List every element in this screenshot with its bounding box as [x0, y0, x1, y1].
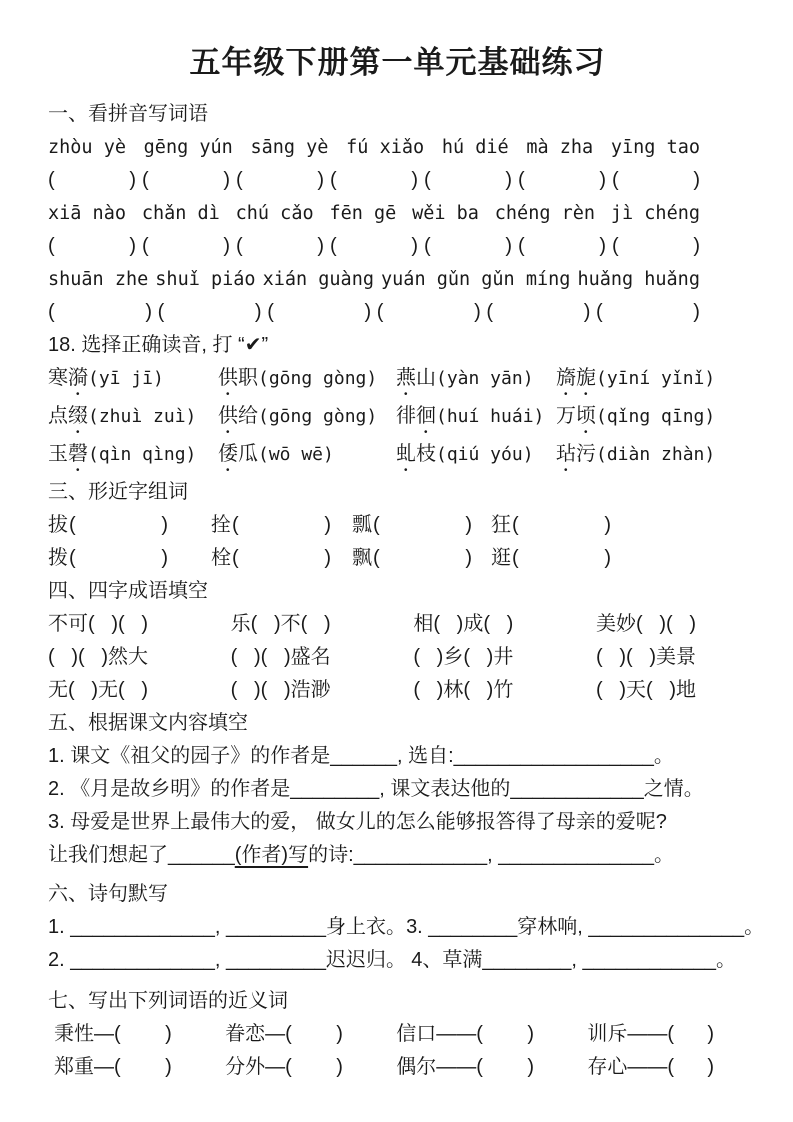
answer-blank [612, 230, 700, 263]
fill-line-3a: 3. 母爱是世界上最伟大的爱， 做女儿的怎么能够报答得了母亲的爱呢? [48, 811, 667, 833]
character: 瓢 [352, 514, 372, 536]
idiom-row [48, 674, 696, 707]
section-idioms [48, 575, 747, 707]
pinyin-syllable: shuān zhe [48, 269, 149, 290]
answer-blank [612, 164, 700, 197]
poem-right: 4、草满________, ____________。 [411, 949, 736, 971]
word-part: 徘 [396, 405, 416, 427]
reading-row [48, 362, 747, 400]
pinyin-syllable: jì chéng [610, 203, 700, 224]
close-paren: ) [465, 514, 472, 536]
synonym-cell: 信口——( ) [396, 1023, 534, 1045]
idiom-cell: ( )( )浩渺 [230, 679, 331, 701]
close-paren: ) [583, 301, 591, 323]
character: 栓 [211, 547, 231, 569]
answer-blank [486, 296, 590, 329]
reading-choice-entry [556, 362, 747, 400]
close-paren: ) [324, 514, 331, 536]
open-paren: ( [142, 169, 149, 191]
idiom-cell: ( )林( )竹 [413, 679, 514, 701]
idiom-row [48, 608, 696, 641]
similar-char-cell [211, 542, 352, 575]
close-paren: ) [161, 547, 168, 569]
pinyin-options: (yīní yǐnǐ) [596, 368, 716, 389]
idiom-cell: ( )( )然大 [48, 646, 148, 668]
section-synonyms-heading: 七、写出下列词语的近义词 [48, 990, 288, 1012]
reading-choice-entry [218, 362, 396, 400]
similar-char-cell [48, 542, 211, 575]
open-paren: ( [69, 514, 76, 536]
open-paren: ( [330, 169, 337, 191]
idiom-row [48, 641, 696, 674]
idiom-cell: ( )( )美景 [596, 646, 696, 668]
word-part: 枝 [416, 443, 436, 465]
idiom-cell: ( )乡( )井 [413, 646, 514, 668]
open-paren: ( [48, 169, 55, 191]
close-paren: ) [223, 169, 230, 191]
pinyin-syllable: huǎng huǎng [577, 269, 700, 290]
close-paren: ) [254, 301, 262, 323]
pinyin-options: (gōng gòng) [258, 368, 378, 389]
word-dotted-char: 磬 [68, 443, 88, 465]
reading-choice-entry [48, 400, 218, 438]
close-paren: ) [317, 169, 324, 191]
answer-blank [48, 230, 136, 263]
synonym-row [48, 1018, 714, 1051]
word-dotted-char: 燕 [396, 367, 416, 389]
answer-blank [236, 230, 324, 263]
pinyin-options: (diàn zhàn) [596, 444, 716, 465]
text-part: , [487, 844, 499, 866]
pinyin-syllable: chǎn dì [141, 203, 220, 224]
open-paren: ( [48, 301, 55, 323]
close-paren: ) [223, 235, 230, 257]
pinyin-syllable: chú cǎo [235, 203, 314, 224]
pinyin-row [48, 263, 700, 296]
synonym-cell: 秉性—( ) [54, 1023, 172, 1045]
answer-blank [373, 542, 472, 575]
open-paren: ( [267, 301, 274, 323]
section-synonyms [48, 985, 747, 1084]
similar-char-cell [352, 542, 491, 575]
open-paren: ( [612, 169, 619, 191]
pinyin-syllable: wěi ba [412, 203, 479, 224]
similar-char-cell [491, 509, 747, 542]
answer-blank [424, 164, 512, 197]
fill-line-3b [48, 839, 747, 872]
word-dotted-char: 玷 [556, 443, 576, 465]
synonym-cell: 郑重—( ) [54, 1056, 172, 1078]
synonym-cell: 训斥——( ) [587, 1023, 714, 1045]
word-part: 给 [238, 405, 258, 427]
answer-blank [236, 164, 324, 197]
pinyin-syllable: gēng yún [143, 137, 233, 158]
close-paren: ) [129, 169, 136, 191]
answer-blank [512, 509, 611, 542]
open-paren: ( [486, 301, 494, 323]
answer-blank [424, 230, 512, 263]
close-paren: ) [145, 301, 152, 323]
answer-blank [330, 164, 418, 197]
close-paren: ) [693, 169, 700, 191]
close-paren: ) [693, 301, 700, 323]
open-paren: ( [518, 235, 525, 257]
word-dotted-char: 顷 [576, 405, 596, 427]
character: 狂 [491, 514, 511, 536]
open-paren: ( [232, 547, 239, 569]
answer-blank [373, 509, 472, 542]
word-part: 污 [576, 443, 596, 465]
open-paren: ( [373, 514, 380, 536]
text-part: 让我们想起了 [48, 844, 168, 866]
close-paren: ) [693, 235, 700, 257]
open-paren: ( [512, 514, 519, 536]
open-paren: ( [595, 301, 603, 323]
open-paren: ( [424, 235, 431, 257]
similar-char-row [48, 509, 747, 542]
section-pinyin-heading: 一、看拼音写词语 [48, 103, 208, 125]
pinyin-row [48, 197, 700, 230]
pinyin-syllable: mà zha [526, 137, 594, 158]
open-paren: ( [142, 235, 149, 257]
reading-choice-entry [48, 362, 218, 400]
word-dotted-char: 徊 [416, 405, 436, 427]
answer-blank [48, 164, 136, 197]
pinyin-options: (huí huái) [436, 406, 545, 427]
section-similar-heading: 三、形近字组词 [48, 481, 188, 503]
page-title: 五年级下册第一单元基础练习 [189, 45, 606, 80]
close-paren: ) [364, 301, 372, 323]
synonym-cell: 偶尔——( ) [396, 1056, 534, 1078]
answer-blank-line: ______ [168, 844, 235, 866]
section-reading-heading: 18. 选择正确读音, 打 “✔” [48, 334, 269, 356]
idiom-cell: ( )天( )地 [596, 679, 696, 701]
answer-blank-row [48, 296, 700, 329]
text-part: 。 [653, 844, 674, 866]
open-paren: ( [612, 235, 619, 257]
section-pinyin [48, 98, 747, 329]
reading-choice-entry [218, 438, 396, 476]
pinyin-syllable: xiā nào [48, 203, 126, 224]
word-part: 瓜 [238, 443, 258, 465]
pinyin-options: (yàn yān) [436, 368, 534, 389]
pinyin-syllable: yīng tao [610, 137, 700, 158]
reading-choice-entry [556, 438, 747, 476]
open-paren: ( [69, 547, 76, 569]
answer-blank-row [48, 230, 700, 263]
close-paren: ) [474, 301, 481, 323]
character: 逛 [491, 547, 511, 569]
answer-blank-row [48, 164, 700, 197]
answer-blank [232, 542, 331, 575]
close-paren: ) [599, 169, 606, 191]
word-part: 万 [556, 405, 576, 427]
word-part: 山 [416, 367, 436, 389]
poem-line [48, 911, 765, 944]
poem-lines [48, 911, 765, 977]
similar-char-cell [211, 509, 352, 542]
close-paren: ) [599, 235, 606, 257]
close-paren: ) [129, 235, 136, 257]
idiom-cell: 美妙( )( ) [596, 613, 696, 635]
reading-row [48, 400, 747, 438]
synonym-row [48, 1051, 714, 1084]
word-dotted-char: 供 [218, 367, 238, 389]
close-paren: ) [161, 514, 168, 536]
answer-blank [596, 296, 700, 329]
reading-choice-entry [218, 400, 396, 438]
word-part: 玉 [48, 443, 68, 465]
answer-blank [512, 542, 611, 575]
similar-char-row [48, 542, 747, 575]
open-paren: ( [236, 169, 243, 191]
open-paren: ( [518, 169, 525, 191]
section-poems-heading: 六、诗句默写 [48, 883, 168, 905]
word-part: 职 [238, 367, 258, 389]
answer-blank [69, 542, 168, 575]
close-paren: ) [317, 235, 324, 257]
synonym-cell: 存心——( ) [587, 1056, 714, 1078]
answer-blank [232, 509, 331, 542]
word-part: 寒 [48, 367, 68, 389]
answer-blank [518, 230, 606, 263]
word-dotted-char: 倭 [218, 443, 238, 465]
pinyin-options: (wō wē) [258, 444, 334, 465]
pinyin-syllable: zhòu yè [48, 137, 126, 158]
pinyin-options: (qǐng qīng) [596, 406, 716, 427]
section-idioms-heading: 四、四字成语填空 [48, 580, 208, 602]
section-poems [48, 878, 765, 977]
pinyin-options: (gōng gòng) [258, 406, 378, 427]
section-similar-chars [48, 476, 747, 575]
close-paren: ) [465, 547, 472, 569]
answer-blank [330, 230, 418, 263]
answer-blank [142, 230, 230, 263]
open-paren: ( [48, 235, 55, 257]
character: 飘 [352, 547, 372, 569]
answer-blank [69, 509, 168, 542]
open-paren: ( [157, 301, 165, 323]
open-paren: ( [376, 301, 384, 323]
reading-choice-entry [48, 438, 218, 476]
pinyin-options: (qìn qìng) [88, 444, 197, 465]
text-part: 的诗: [308, 844, 354, 866]
close-paren: ) [411, 169, 418, 191]
pinyin-syllable: yuán gǔn gǔn míng [381, 269, 571, 290]
answer-blank-line: ______________ [498, 844, 654, 866]
answer-blank [377, 296, 481, 329]
author-hint: (作者)写 [234, 844, 309, 866]
similar-char-cell [48, 509, 211, 542]
synonym-cell: 眷恋—( ) [225, 1023, 343, 1045]
section-text-fill [48, 707, 747, 872]
reading-row [48, 438, 747, 476]
pinyin-syllable: shuǐ piáo [155, 269, 256, 290]
synonym-cell: 分外—( ) [225, 1056, 343, 1078]
open-paren: ( [232, 514, 239, 536]
close-paren: ) [505, 169, 512, 191]
open-paren: ( [424, 169, 431, 191]
section-text-fill-heading: 五、根据课文内容填空 [48, 712, 248, 734]
answer-blank [158, 296, 262, 329]
pinyin-syllable: fēn gē [329, 203, 397, 224]
pinyin-syllable: sāng yè [250, 137, 329, 158]
pinyin-syllable: fú xiǎo [346, 137, 425, 158]
open-paren: ( [512, 547, 519, 569]
word-dotted-char: 旖旎 [556, 367, 596, 389]
reading-choice-entry [396, 400, 556, 438]
word-dotted-char: 漪 [68, 367, 88, 389]
idiom-cell: 无( )无( ) [48, 679, 148, 701]
idiom-cell: ( )( )盛名 [230, 646, 331, 668]
idiom-cell: 不可( )( ) [48, 613, 148, 635]
close-paren: ) [604, 514, 611, 536]
similar-char-cell [352, 509, 491, 542]
close-paren: ) [411, 235, 418, 257]
poem-left: 2. _____________, _________迟迟归。 [48, 949, 407, 971]
pinyin-syllable: chéng rèn [494, 203, 596, 224]
pinyin-options: (yī jī) [88, 368, 164, 389]
answer-blank [142, 164, 230, 197]
word-dotted-char: 缀 [68, 405, 88, 427]
poem-left: 1. _____________, _________身上衣。 [48, 916, 407, 938]
idiom-cell: 乐( )不( ) [230, 613, 331, 635]
close-paren: ) [604, 547, 611, 569]
similar-char-cell [491, 542, 747, 575]
pinyin-options: (zhuì zuì) [88, 406, 197, 427]
section-reading-choice [48, 329, 747, 476]
fill-line-2: 2. 《月是故乡明》的作者是________, 课文表达他的____________之情。 [48, 778, 704, 800]
poem-line [48, 944, 736, 977]
answer-blank [267, 296, 371, 329]
reading-choice-entry [556, 400, 747, 438]
word-dotted-char: 供 [218, 405, 238, 427]
pinyin-syllable: xián guàng [262, 269, 374, 290]
answer-blank [48, 296, 152, 329]
fill-line-1: 1. 课文《祖父的园子》的作者是______, 选自:__________________。 [48, 745, 674, 767]
poem-right: 3. ________穿林响, ______________。 [406, 916, 765, 938]
close-paren: ) [324, 547, 331, 569]
open-paren: ( [330, 235, 337, 257]
character: 拔 [48, 514, 68, 536]
open-paren: ( [236, 235, 243, 257]
word-part: 点 [48, 405, 68, 427]
answer-blank [518, 164, 606, 197]
close-paren: ) [505, 235, 512, 257]
pinyin-syllable: hú dié [441, 137, 509, 158]
idiom-cell: 相( )成( ) [413, 613, 514, 635]
pinyin-options: (qiú yóu) [436, 444, 534, 465]
character: 拨 [48, 547, 68, 569]
character: 拴 [211, 514, 231, 536]
pinyin-row [48, 131, 700, 164]
open-paren: ( [373, 547, 380, 569]
reading-choice-entry [396, 438, 556, 476]
reading-choice-entry [396, 362, 556, 400]
word-dotted-char: 虬 [396, 443, 416, 465]
answer-blank-line: ____________ [353, 844, 488, 866]
